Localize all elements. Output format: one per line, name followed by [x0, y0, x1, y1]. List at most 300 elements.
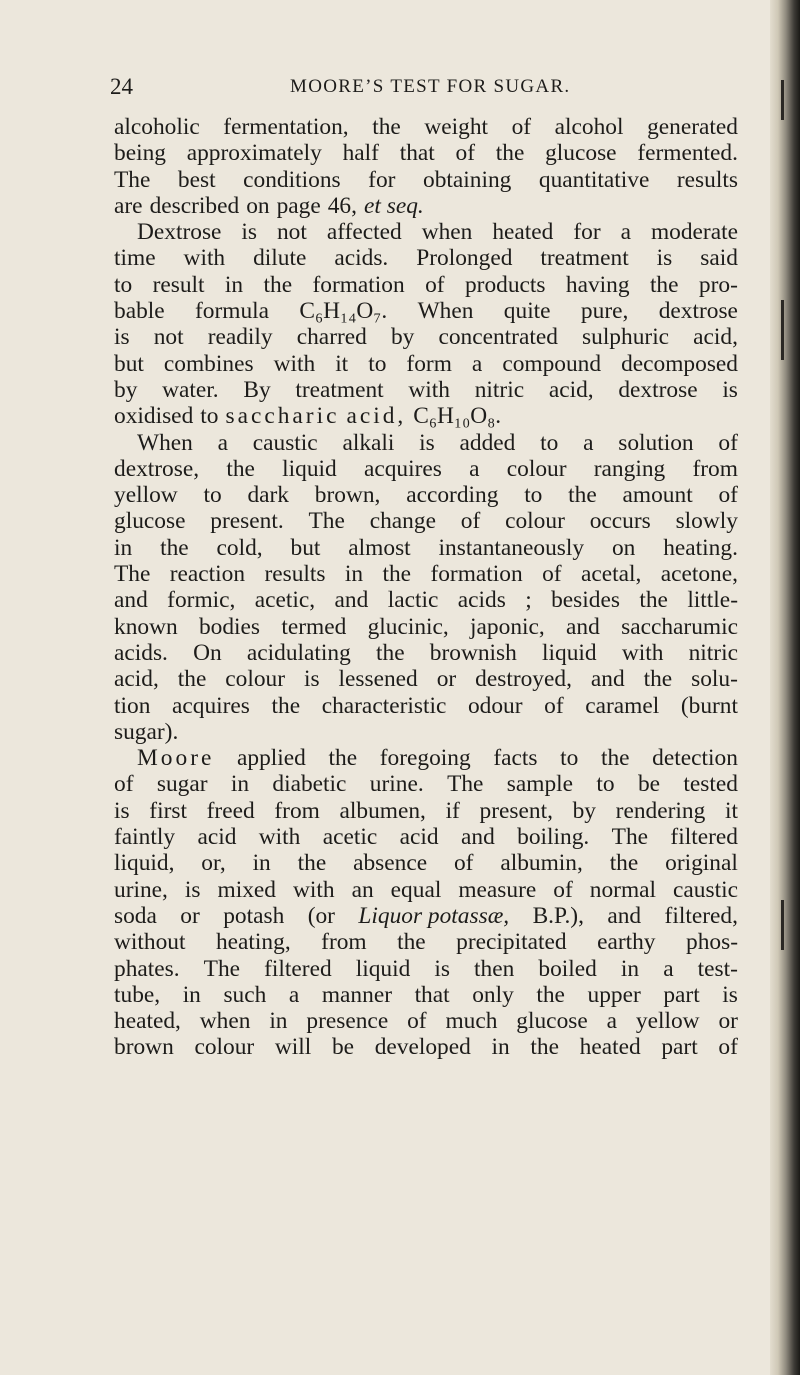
word: on: [611, 534, 636, 561]
text-line: [114, 903, 738, 929]
word: the: [382, 561, 412, 588]
word: the: [609, 850, 639, 877]
word: the: [530, 1034, 559, 1061]
word: amount: [622, 482, 693, 509]
word: nitric: [688, 639, 738, 666]
word: liquid: [542, 639, 597, 666]
word: freed: [206, 797, 255, 824]
word: By: [243, 376, 271, 403]
word: brownish: [429, 639, 517, 666]
word: (or: [307, 902, 335, 929]
word: The: [114, 166, 151, 193]
word: brown: [114, 1034, 174, 1061]
word: acquires: [171, 692, 250, 719]
word: a: [620, 219, 631, 246]
text-line: [114, 929, 738, 955]
word: then: [474, 955, 515, 982]
word: On: [193, 639, 222, 666]
word: are: [114, 192, 143, 219]
word: it: [724, 797, 738, 824]
word: formation: [430, 561, 523, 588]
word: and: [114, 587, 148, 614]
text-line: [114, 508, 738, 534]
word: heated: [492, 219, 554, 246]
word: the: [568, 482, 597, 509]
body-text: [114, 114, 738, 1061]
word: is: [722, 376, 738, 403]
word: from: [274, 797, 320, 824]
word: sample: [506, 771, 574, 798]
word: heating.: [663, 534, 738, 561]
word: in: [182, 981, 201, 1008]
word: caustic: [673, 876, 738, 903]
word: pure,: [580, 298, 629, 325]
word: of: [407, 1008, 427, 1035]
word: lessened: [338, 666, 418, 693]
word: to: [540, 429, 559, 456]
word: original: [665, 850, 738, 877]
word: liquid: [355, 955, 411, 982]
word: according: [406, 482, 499, 509]
text-line: [114, 245, 738, 271]
word: by: [390, 324, 415, 351]
word: with: [273, 350, 316, 377]
word: concentrated: [438, 324, 558, 351]
word: dextrose: [618, 376, 698, 403]
word: when: [199, 1008, 251, 1035]
word: is: [114, 797, 130, 824]
word: the: [600, 745, 630, 772]
word: affected: [326, 219, 402, 246]
text-line: [114, 666, 738, 692]
word: potash: [223, 902, 285, 929]
word: the: [271, 692, 301, 719]
word: The: [308, 508, 345, 535]
word: ;: [525, 587, 532, 614]
word: The: [447, 771, 484, 798]
word: treatment: [295, 376, 384, 403]
word: colour: [505, 508, 565, 535]
word: the: [263, 271, 293, 298]
text-line: [114, 535, 738, 561]
word: combines: [163, 350, 254, 377]
word: quite: [503, 298, 551, 325]
word: acetone,: [660, 561, 738, 588]
word: ranging: [593, 455, 666, 482]
word: in: [230, 771, 250, 798]
word: fermentation,: [223, 114, 349, 140]
text-line: [114, 798, 738, 824]
word: acids.: [114, 639, 168, 666]
word: phates.: [114, 955, 180, 982]
word: of: [453, 850, 474, 877]
word: Moore: [137, 745, 215, 772]
word: if: [445, 797, 460, 824]
word: dark: [247, 482, 289, 509]
word: is: [722, 981, 738, 1008]
word: mixed: [217, 876, 276, 903]
word: formic,: [167, 587, 236, 614]
word: boiled: [538, 955, 597, 982]
word: albumin,: [500, 850, 583, 877]
word: the: [372, 114, 401, 140]
word: a: [471, 350, 483, 377]
word: products: [464, 271, 546, 298]
word: decomposed: [621, 350, 738, 377]
word: reaction: [169, 561, 246, 588]
word: acetal,: [580, 561, 642, 588]
word: to: [368, 350, 387, 377]
text-line: [114, 403, 738, 429]
word: almost: [348, 534, 411, 561]
word: detection: [652, 745, 738, 772]
word: with: [621, 639, 664, 666]
word: a: [583, 429, 594, 456]
word: conditions: [243, 166, 341, 193]
word: without: [114, 929, 186, 956]
word: filtered,: [664, 902, 738, 929]
word: alkali: [342, 429, 395, 456]
word: the: [643, 666, 673, 693]
word: filtered: [264, 955, 332, 982]
word: for: [573, 219, 601, 246]
word: and: [607, 902, 642, 929]
word: acid,: [346, 403, 407, 430]
word: weight: [424, 114, 489, 140]
running-title: MOORE’S TEST FOR SUGAR.: [290, 76, 571, 97]
word: a: [663, 955, 674, 982]
word: lactic: [387, 587, 439, 614]
page-number: 24: [110, 74, 133, 99]
word: albumen,: [339, 797, 426, 824]
word: the: [397, 929, 426, 956]
word: by: [114, 376, 138, 403]
page-edge-mark: [781, 300, 784, 360]
word: the: [376, 639, 405, 666]
text-line: [114, 719, 738, 745]
word: acid: [197, 824, 237, 851]
word: cold,: [216, 534, 263, 561]
word: best: [177, 166, 216, 193]
word: from: [321, 929, 367, 956]
word: change: [369, 508, 436, 535]
word: Dextrose: [137, 219, 222, 246]
word: pro-: [698, 271, 738, 298]
word: fermented.: [637, 140, 738, 167]
word: treatment: [540, 245, 629, 272]
word: present,: [479, 797, 553, 824]
word: saccharumic: [621, 613, 738, 640]
word: normal: [589, 876, 657, 903]
word: rendering: [615, 797, 706, 824]
word: to: [560, 745, 579, 772]
word: in: [344, 561, 364, 588]
word: or: [718, 1008, 738, 1035]
text-line: [114, 850, 738, 876]
word: half: [342, 140, 379, 167]
word: or: [436, 666, 457, 693]
word: boiling.: [517, 824, 590, 851]
page-header: [112, 74, 732, 104]
word: tube,: [114, 981, 161, 1008]
word: The: [611, 824, 649, 851]
word: in: [269, 1008, 288, 1035]
text-line: [114, 745, 738, 771]
word: filtered: [670, 824, 738, 851]
text-line: [114, 272, 738, 298]
word: acid: [399, 824, 439, 851]
text-line: [114, 219, 738, 245]
word: the: [226, 455, 255, 482]
word: heated: [579, 1034, 641, 1061]
word: it: [335, 350, 349, 377]
word: generated: [647, 114, 738, 140]
word: faintly: [114, 824, 176, 851]
word: instantaneously: [438, 534, 585, 561]
word: tested: [683, 771, 738, 798]
word: caramel: [585, 692, 660, 719]
word: the: [328, 745, 358, 772]
page-edge-mark: [781, 80, 784, 120]
word: the: [639, 587, 668, 614]
word: in: [224, 271, 244, 298]
word: upper: [587, 981, 641, 1008]
word: of: [553, 876, 573, 903]
word: but: [114, 350, 144, 377]
word: not: [153, 324, 184, 351]
word: a: [469, 455, 480, 482]
word: described: [149, 192, 240, 219]
word: heating,: [215, 929, 291, 956]
word: obtaining: [423, 166, 512, 193]
word: and: [590, 666, 625, 693]
word: developed: [374, 1034, 471, 1061]
word: present.: [210, 508, 284, 535]
word: by: [572, 797, 596, 824]
page-edge-mark: [781, 900, 784, 950]
text-line: [114, 561, 738, 587]
word: of: [718, 482, 738, 509]
word: of: [544, 692, 564, 719]
word: sulphuric: [582, 324, 670, 351]
word: yellow: [114, 482, 178, 509]
word: liquid: [282, 455, 337, 482]
word: or,: [201, 850, 226, 877]
word: to: [203, 482, 222, 509]
word: the: [160, 534, 189, 561]
word: that: [414, 981, 450, 1008]
word: not: [276, 219, 307, 246]
word: presence: [306, 1008, 389, 1035]
word: Liquor potassæ,: [358, 902, 510, 929]
word: with: [408, 376, 450, 403]
word: foregoing: [379, 745, 471, 772]
word: absence: [353, 850, 428, 877]
word: formula: [195, 298, 270, 325]
word: form: [406, 350, 452, 377]
word: to: [524, 482, 543, 509]
word: acetic: [322, 824, 378, 851]
word: is: [419, 429, 435, 456]
word: odour: [467, 692, 523, 719]
word: results: [676, 166, 738, 193]
word: saccharic: [225, 403, 340, 430]
word: colour: [194, 1034, 255, 1061]
word: such: [223, 981, 267, 1008]
word: a: [288, 981, 300, 1008]
word: brown,: [314, 482, 381, 509]
word: first: [149, 797, 187, 824]
word: heated,: [114, 1008, 181, 1035]
word: is: [434, 955, 450, 982]
word: acids.: [334, 245, 389, 272]
text-line: [114, 456, 738, 482]
text-line: [114, 324, 738, 350]
word: is: [303, 666, 320, 693]
word: yellow: [635, 1008, 700, 1035]
text-line: [114, 167, 738, 193]
word: acid,: [693, 324, 738, 351]
word: when: [421, 219, 473, 246]
word: dextrose,: [114, 455, 200, 482]
word: of: [455, 140, 476, 167]
word: but: [290, 534, 321, 561]
word: urine.: [369, 771, 424, 798]
text-line: [114, 114, 738, 140]
word: B.P.),: [532, 902, 584, 929]
word: to: [114, 271, 133, 298]
word: et seq.: [363, 192, 424, 219]
word: to: [200, 403, 219, 430]
word: Prolonged: [416, 245, 513, 272]
word: dextrose: [658, 298, 738, 325]
word: part: [661, 1034, 698, 1061]
word: glucose: [545, 140, 617, 167]
word: that: [399, 140, 435, 167]
word: a: [606, 1008, 618, 1035]
word: When: [417, 298, 474, 325]
word: manner: [321, 981, 392, 1008]
word: (burnt: [680, 692, 738, 719]
word: termed: [281, 613, 347, 640]
text-line: [114, 982, 738, 1008]
word: page: [276, 192, 321, 219]
word: urine,: [114, 876, 168, 903]
word: results: [264, 561, 326, 588]
word: acid,: [548, 376, 594, 403]
word: the: [536, 981, 565, 1008]
word: from: [692, 455, 738, 482]
word: will: [274, 1034, 312, 1061]
word: an: [351, 876, 374, 903]
word: C₆H₁₄O₇.: [299, 298, 388, 325]
word: with: [293, 876, 335, 903]
word: japonic,: [470, 613, 545, 640]
word: in: [114, 534, 133, 561]
word: sugar: [156, 771, 208, 798]
word: of: [460, 508, 481, 535]
word: liquid,: [114, 850, 175, 877]
word: said: [700, 245, 738, 272]
word: much: [445, 1008, 498, 1035]
word: equal: [390, 876, 442, 903]
text-line: [114, 482, 738, 508]
word: known: [114, 613, 178, 640]
word: glucose: [114, 508, 186, 535]
text-line: [114, 377, 738, 403]
word: charred: [296, 324, 367, 351]
word: precipitated: [456, 929, 567, 956]
text-line: [114, 877, 738, 903]
word: added: [459, 429, 516, 456]
word: measure: [458, 876, 537, 903]
word: alcohol: [554, 114, 624, 140]
text-line: [114, 771, 738, 797]
word: destroyed,: [475, 666, 572, 693]
word: with: [183, 245, 226, 272]
word: the: [649, 271, 679, 298]
text-line: [114, 587, 738, 613]
word: nitric: [474, 376, 525, 403]
word: besides: [551, 587, 620, 614]
word: water.: [162, 376, 219, 403]
word: having: [565, 271, 630, 298]
text-line: [114, 614, 738, 640]
word: caustic: [252, 429, 318, 456]
text-line: [114, 1034, 738, 1060]
word: acquires: [363, 455, 442, 482]
word: acetic,: [254, 587, 316, 614]
word: When: [137, 429, 193, 456]
text-line: [114, 298, 738, 324]
word: of: [425, 271, 445, 298]
text-line: [114, 140, 738, 166]
word: bable: [114, 298, 165, 325]
text-line: [114, 193, 738, 219]
word: The: [203, 955, 241, 982]
word: part: [663, 981, 700, 1008]
word: soda: [114, 902, 157, 929]
word: solution: [618, 429, 694, 456]
word: approximately: [186, 140, 322, 167]
word: earthy: [597, 929, 656, 956]
word: solu-: [691, 666, 738, 693]
word: colour: [225, 666, 286, 693]
word: with: [258, 824, 301, 851]
word: tion: [114, 692, 151, 719]
word: of: [718, 429, 738, 456]
word: and: [334, 587, 369, 614]
text-line: [114, 430, 738, 456]
word: and: [566, 613, 600, 640]
text-line: [114, 824, 738, 850]
word: for: [368, 166, 396, 193]
word: applied: [237, 745, 306, 772]
word: compound: [502, 350, 602, 377]
word: is: [656, 245, 673, 272]
word: the: [177, 666, 207, 693]
word: C₆H₁₀O₈.: [413, 403, 502, 430]
word: to: [596, 771, 615, 798]
text-line: [114, 956, 738, 982]
word: is: [184, 876, 201, 903]
word: is: [241, 219, 258, 246]
word: characteristic: [321, 692, 447, 719]
word: slowly: [675, 508, 738, 535]
text-line: [114, 640, 738, 666]
word: little-: [687, 587, 738, 614]
word: bodies: [198, 613, 261, 640]
